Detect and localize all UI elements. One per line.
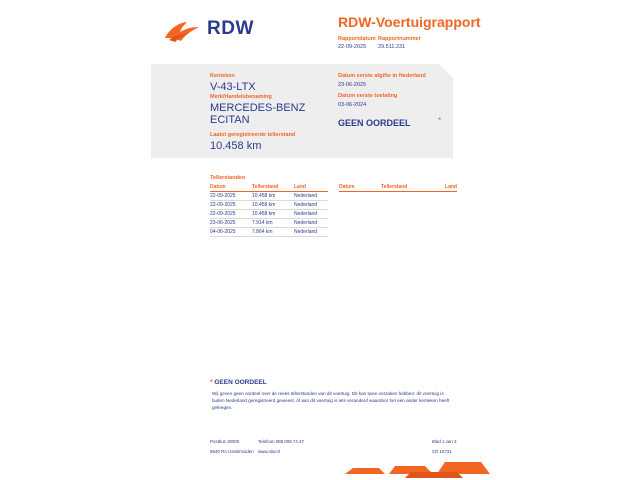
eerste-toelating-label: Datum eerste toelating — [338, 93, 398, 99]
cell-datum: 22-09-2025 — [210, 210, 252, 219]
footer-page-number: Blad 1 van 3 — [432, 439, 457, 444]
cell-datum: 22-09-2025 — [210, 192, 252, 201]
cell-tellerstand: 10.458 km — [252, 192, 294, 201]
rdw-wordmark: RDW — [207, 18, 254, 39]
col-datum: Datum — [210, 183, 252, 192]
eerste-afgifte-label: Datum eerste afgifte in Nederland — [338, 73, 426, 79]
footnote-body: Wij geven geen oordeel over de reeks tellerstanden van dit voertuig. Dit kan twee oorzaken hebben: dit voertuig is buiten Nederland geregistreerd geweest, óf aan dit voertuig is iets veranderd waardoor het een ander kenteken heeft gekregen. — [212, 391, 450, 411]
tellerstanden-title: Tellerstanden — [210, 175, 246, 181]
kenteken-value: V-43-LTX — [210, 81, 256, 93]
model-value: ECITAN — [210, 114, 250, 126]
report-date-label: Rapportdatum — [338, 36, 376, 42]
rdw-flame-logo-icon — [163, 20, 203, 44]
verdict-footnote-marker: * — [438, 116, 442, 125]
footer-doc-code: CD 16731 — [432, 449, 452, 454]
tellerstanden-table-right — [339, 183, 457, 192]
vehicle-summary-band — [151, 64, 453, 158]
report-meta — [338, 36, 421, 50]
table-row — [210, 219, 328, 228]
merk-label: Merk/Handelsbenaming — [210, 94, 272, 100]
cell-land: Nederland — [294, 219, 328, 228]
table-row — [210, 210, 328, 219]
cell-land: Nederland — [294, 201, 328, 210]
footnote-marker: * — [210, 379, 213, 386]
kenteken-label: Kenteken — [210, 73, 235, 79]
footer-phone: Telefoon 088 008 74 47 — [258, 439, 304, 444]
table-row — [210, 201, 328, 210]
col-land: Land — [423, 183, 457, 192]
cell-tellerstand: 7.914 km — [252, 219, 294, 228]
cell-land: Nederland — [294, 228, 328, 237]
footer-address-line2: 9640 RA IJsselmuiden — [210, 449, 254, 454]
col-tellerstand: Tellerstand — [252, 183, 294, 192]
tellerstanden-table-left — [210, 183, 328, 237]
col-land: Land — [294, 183, 328, 192]
corner-notch — [439, 64, 453, 78]
eerste-toelating-value: 03-06-2024 — [338, 102, 367, 108]
rdw-logo — [163, 14, 254, 46]
cell-land: Nederland — [294, 210, 328, 219]
eerste-afgifte-value: 23-06-2025 — [338, 82, 367, 88]
verdict-badge: GEEN OORDEEL — [338, 118, 411, 128]
table-row — [210, 228, 328, 237]
footer-decorative-graphic — [345, 458, 490, 478]
laatste-tellerstand-value: 10.458 km — [210, 140, 262, 152]
footnote-heading: GEEN OORDEEL — [214, 379, 267, 386]
col-datum: Datum — [339, 183, 381, 192]
cell-datum: 22-09-2025 — [210, 201, 252, 210]
table-header-row — [210, 183, 328, 192]
col-tellerstand: Tellerstand — [381, 183, 423, 192]
cell-datum: 04-06-2025 — [210, 228, 252, 237]
merk-value: MERCEDES-BENZ — [210, 102, 306, 114]
report-number-value: 29.511.231 — [378, 44, 406, 50]
cell-land: Nederland — [294, 192, 328, 201]
table-row — [210, 192, 328, 201]
page-title: RDW-Voertuigrapport — [338, 14, 481, 30]
footnote-title — [210, 379, 267, 386]
cell-datum: 23-06-2025 — [210, 219, 252, 228]
laatste-tellerstand-label: Laatst geregistreerde tellerstand — [210, 132, 296, 138]
cell-tellerstand: 10.458 km — [252, 201, 294, 210]
footer-website[interactable]: www.rdw.nl — [258, 449, 280, 454]
table-header-row — [339, 183, 457, 192]
report-number-label: Rapportnummer — [378, 36, 421, 42]
report-date-value: 22-09-2025 — [338, 44, 367, 50]
cell-tellerstand: 7.864 km — [252, 228, 294, 237]
footer-flame-graphic-icon — [345, 458, 490, 478]
cell-tellerstand: 10.458 km — [252, 210, 294, 219]
footer-address-line1: Postbus 30000 — [210, 439, 240, 444]
